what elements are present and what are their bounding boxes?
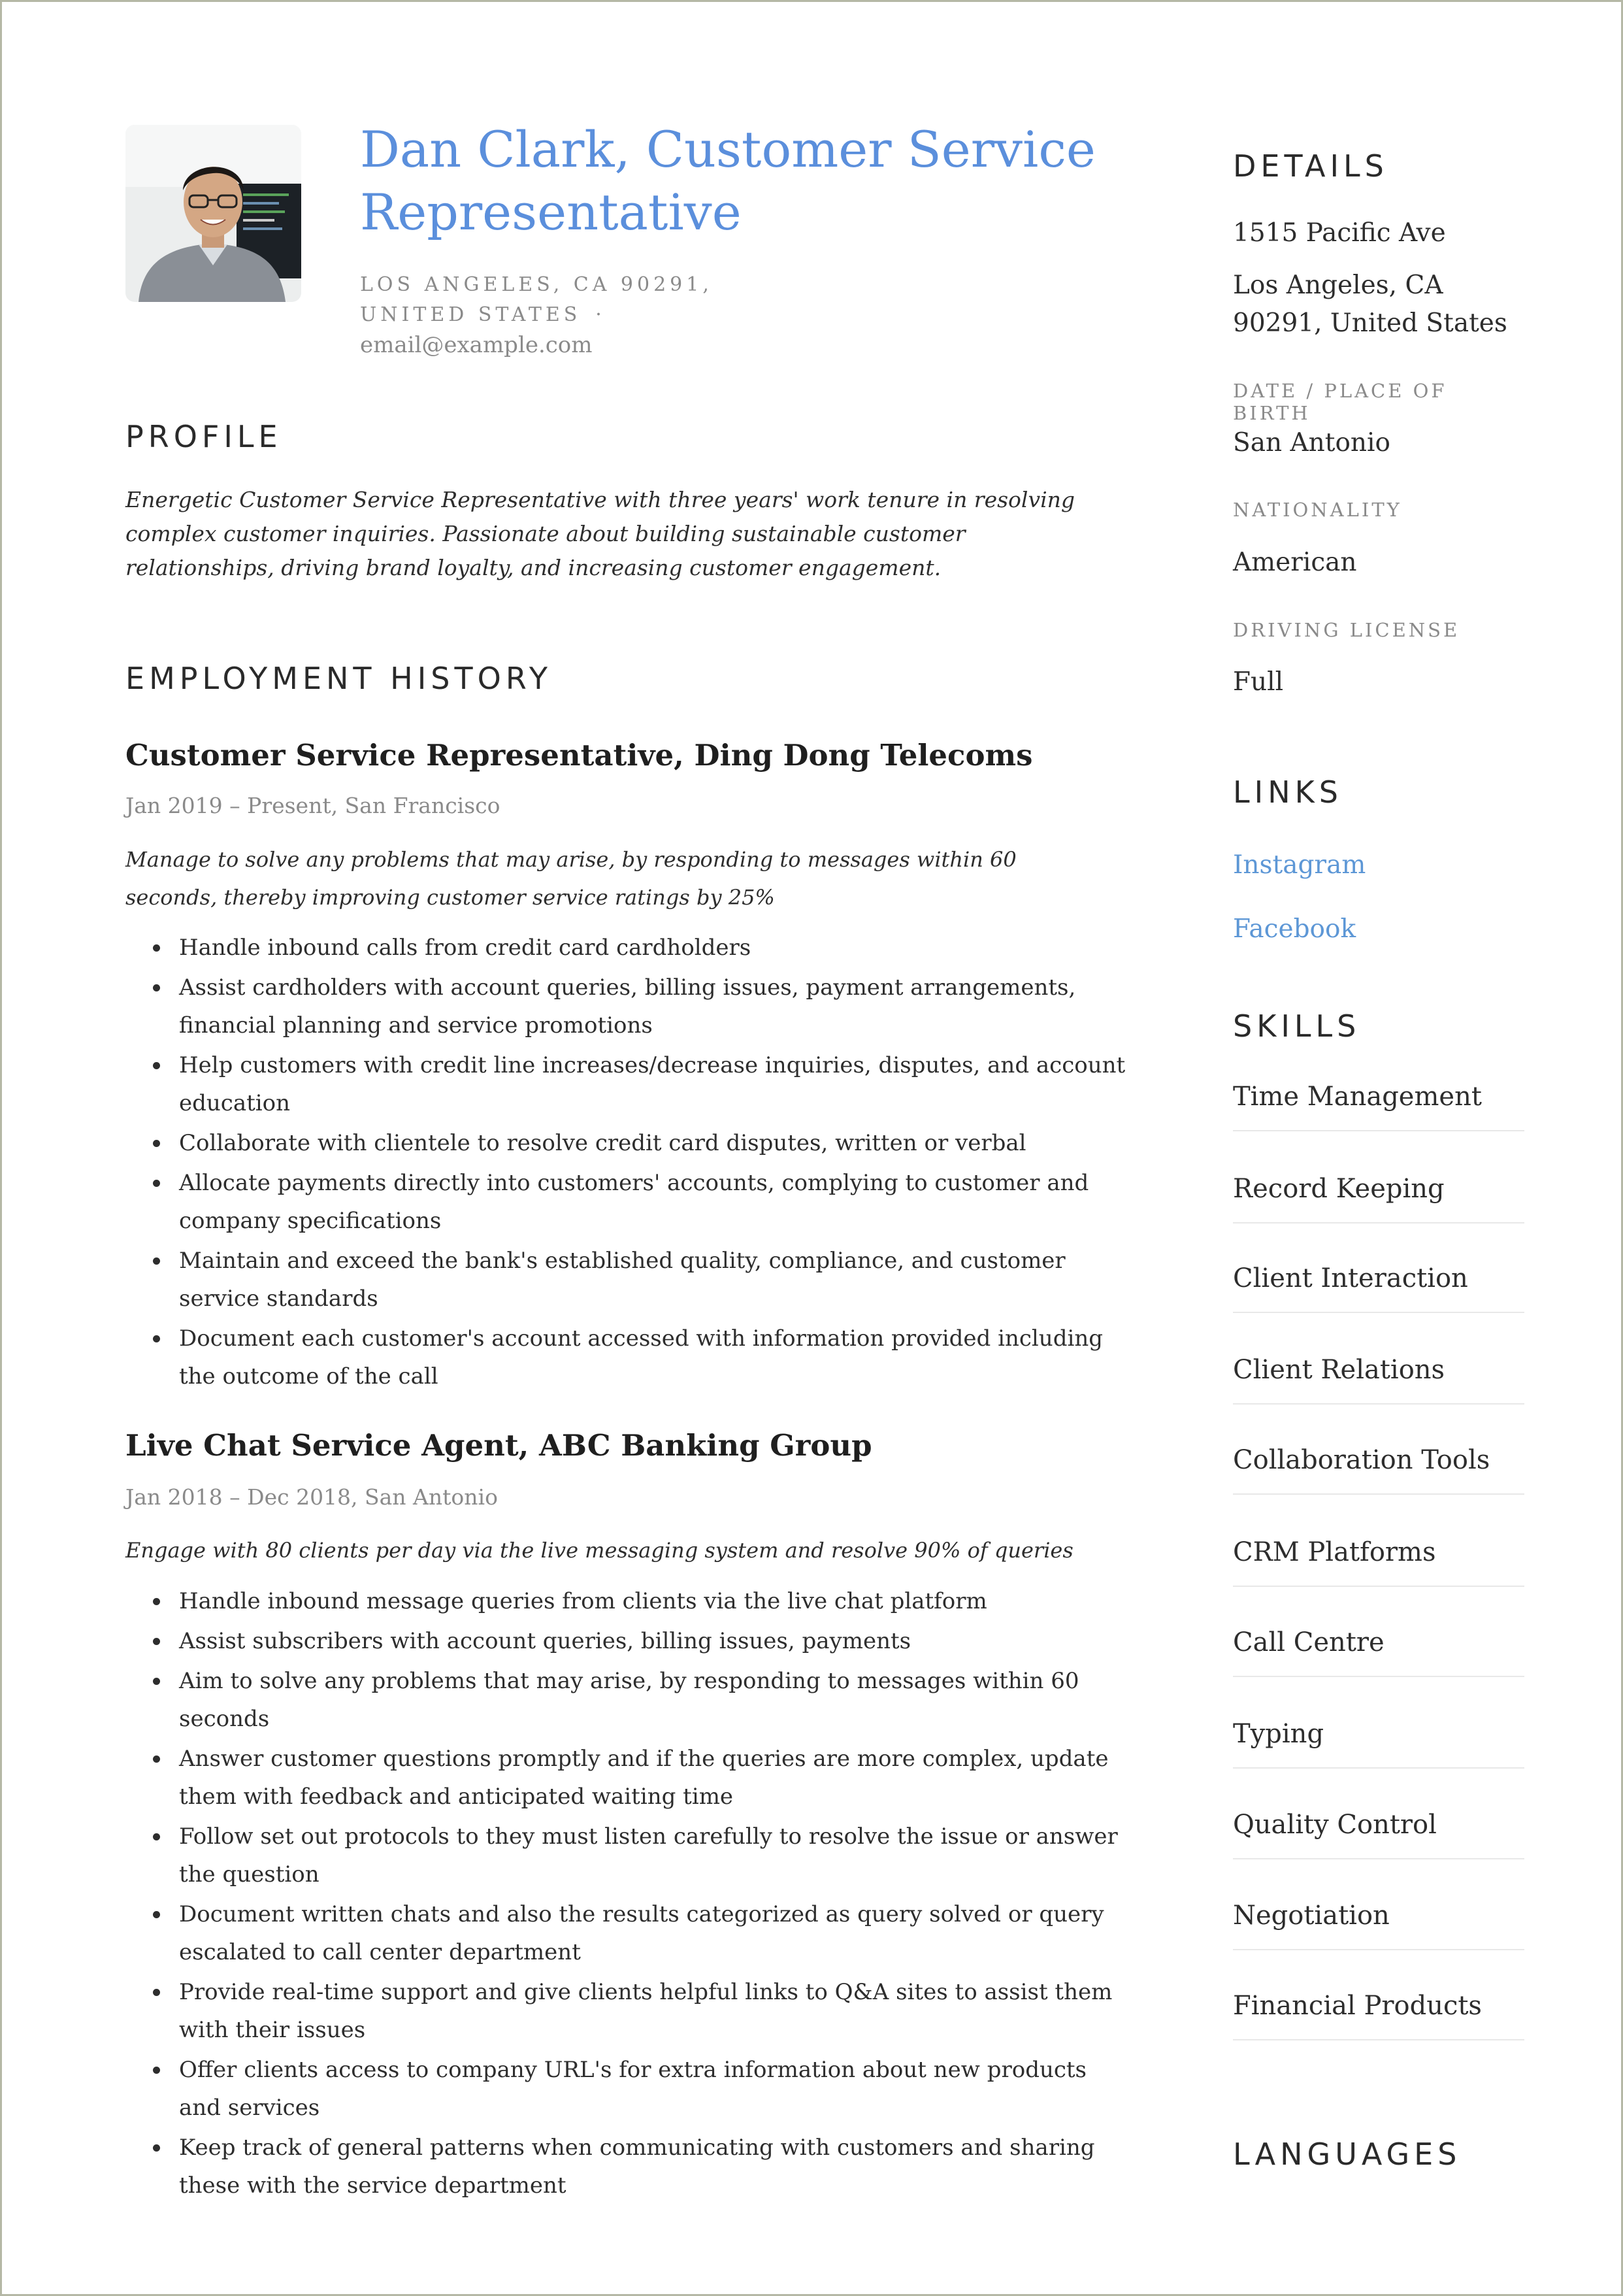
separator-dot: · — [595, 303, 602, 326]
skill-item: Record Keeping — [1233, 1174, 1524, 1223]
job-bullet: Collaborate with clientele to resolve credit card disputes, written or verbal — [179, 1124, 1133, 1162]
instagram-link[interactable]: Instagram — [1233, 850, 1366, 880]
job-summary: Engage with 80 clients per day via the live messaging system and resolve 90% of queries — [125, 1538, 1074, 1563]
job-bullet: Handle inbound message queries from clients via the live chat platform — [179, 1582, 1133, 1620]
skill-item: Call Centre — [1233, 1627, 1524, 1677]
skill-item: Typing — [1233, 1719, 1524, 1769]
job-summary: Manage to solve any problems that may arise, by responding to messages within 60 seconds, thereby improving customer service ratings by 25% — [125, 847, 1017, 910]
skill-item: Time Management — [1233, 1082, 1524, 1131]
skill-item: Quality Control — [1233, 1810, 1524, 1859]
job-bullet: Provide real-time support and give clients helpful links to Q&A sites to assist them with their issues — [179, 1973, 1133, 2049]
email-text: email@example.com — [360, 332, 593, 358]
job-bullet: Keep track of general patterns when communicating with customers and sharing these with the service department — [179, 2129, 1133, 2204]
facebook-link[interactable]: Facebook — [1233, 914, 1356, 944]
job-dates-location: Jan 2019 – Present, San Francisco — [125, 793, 500, 818]
job-bullet: Answer customer questions promptly and if the queries are more complex, update them with feedback and anticipated waiting time — [179, 1740, 1133, 1816]
page-title: Dan Clark, Customer Service Representative — [360, 120, 1096, 241]
address-text: LOS ANGELES, CA 90291, UNITED STATES — [360, 273, 713, 326]
job-dates-location: Jan 2018 – Dec 2018, San Antonio — [125, 1484, 498, 1510]
job-title: Live Chat Service Agent, ABC Banking Group — [125, 1428, 872, 1463]
details-heading: DETAILS — [1233, 148, 1388, 184]
profile-photo — [125, 125, 301, 302]
contact-line — [360, 270, 830, 361]
skill-item: Client Relations — [1233, 1355, 1524, 1405]
job-bullet: Help customers with credit line increases/decrease inquiries, disputes, and account education — [179, 1046, 1133, 1122]
skill-item: Client Interaction — [1233, 1263, 1524, 1313]
birth-value: San Antonio — [1233, 428, 1390, 458]
skill-item: CRM Platforms — [1233, 1537, 1524, 1587]
job-bullet: Handle inbound calls from credit card cardholders — [179, 929, 1133, 967]
job-bullet: Assist cardholders with account queries, billing issues, payment arrangements, financial planning and service promotions — [179, 969, 1133, 1044]
license-label: DRIVING LICENSE — [1233, 619, 1460, 641]
skill-item: Financial Products — [1233, 1991, 1524, 2040]
job-bullet: Follow set out protocols to they must listen carefully to resolve the issue or answer the question — [179, 1818, 1133, 1893]
nationality-label: NATIONALITY — [1233, 499, 1402, 521]
job-bullet-list — [125, 1582, 1133, 2206]
job-title: Customer Service Representative, Ding Dong Telecoms — [125, 738, 1033, 773]
job-bullet: Document written chats and also the results categorized as query solved or query escalated to call center department — [179, 1895, 1133, 1971]
skill-item: Collaboration Tools — [1233, 1445, 1524, 1495]
profile-text: Energetic Customer Service Representative with three years' work tenure in resolving complex customer inquiries. Passionate about building sustainable customer relationships, driving brand loyalty, and increasing customer engagement. — [125, 487, 1075, 580]
job-bullet-list — [125, 929, 1133, 1397]
license-value: Full — [1233, 667, 1284, 697]
skill-item: Negotiation — [1233, 1901, 1524, 1950]
job-bullet: Aim to solve any problems that may arise, by responding to messages within 60 seconds — [179, 1662, 1133, 1738]
links-heading: LINKS — [1233, 774, 1343, 810]
job-bullet: Assist subscribers with account queries, billing issues, payments — [179, 1622, 1133, 1660]
job-bullet: Allocate payments directly into customers' accounts, complying to customer and company specifications — [179, 1164, 1133, 1240]
languages-heading: LANGUAGES — [1233, 2137, 1462, 2172]
employment-heading: EMPLOYMENT HISTORY — [125, 661, 552, 696]
skills-heading: SKILLS — [1233, 1008, 1361, 1044]
address-city: Los Angeles, CA 90291, United States — [1233, 271, 1507, 338]
profile-heading: PROFILE — [125, 419, 282, 454]
address-street: 1515 Pacific Ave — [1233, 218, 1446, 248]
job-bullet: Offer clients access to company URL's for extra information about new products and services — [179, 2051, 1133, 2127]
person-avatar-icon — [125, 125, 301, 302]
birth-label: DATE / PLACE OF BIRTH — [1233, 380, 1447, 424]
nationality-value: American — [1233, 548, 1357, 577]
job-bullet: Document each customer's account accessed with information provided including the outcome of the call — [179, 1320, 1133, 1395]
job-bullet: Maintain and exceed the bank's established quality, compliance, and customer service standards — [179, 1242, 1133, 1318]
